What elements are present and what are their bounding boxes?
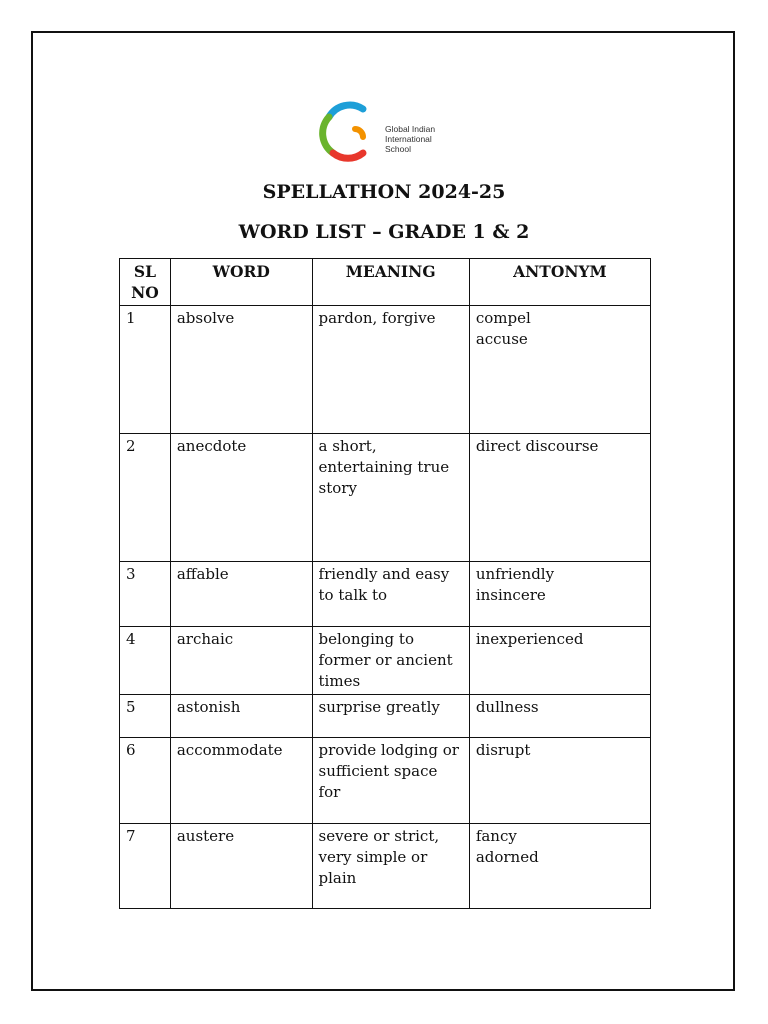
antonym-cell [469, 824, 650, 909]
school-logo-mark-icon [319, 95, 379, 165]
table-row [120, 306, 651, 434]
meaning-cell: pardon, forgive [312, 306, 469, 434]
word-cell: anecdote [170, 434, 312, 562]
sl-no-cell: 7 [120, 824, 171, 909]
table-row [120, 695, 651, 738]
antonym-cell [469, 434, 650, 562]
meaning-cell: provide lodging or sufficient space for [312, 738, 469, 824]
word-cell: absolve [170, 306, 312, 434]
table-row [120, 434, 651, 562]
antonym-cell [469, 306, 650, 434]
word-cell: austere [170, 824, 312, 909]
sl-no-cell: 6 [120, 738, 171, 824]
page-title: SPELLATHON 2024-25 [262, 181, 506, 203]
sl-no-cell: 5 [120, 695, 171, 738]
word-cell: astonish [170, 695, 312, 738]
sl-no-cell: 3 [120, 562, 171, 627]
school-logo [319, 95, 459, 165]
word-cell: affable [170, 562, 312, 627]
antonym: dullness [475, 698, 539, 716]
antonym: compel [475, 309, 531, 327]
antonym-cell [469, 738, 650, 824]
antonym-cell [469, 695, 650, 738]
antonym: disrupt [475, 741, 531, 759]
antonym: unfriendly [475, 565, 555, 583]
antonym: insincere [475, 586, 546, 604]
meaning-cell: severe or strict, very simple or plain [312, 824, 469, 909]
meaning-cell: friendly and easy to talk to [312, 562, 469, 627]
header-word: WORD [170, 259, 312, 306]
antonym: fancy [475, 827, 517, 845]
table-row [120, 627, 651, 695]
header-sl-no: SL NO [120, 259, 171, 306]
meaning-cell: belonging to former or ancient times [312, 627, 469, 695]
meaning-cell: surprise greatly [312, 695, 469, 738]
antonym: accuse [475, 330, 528, 348]
page-subtitle: WORD LIST – GRADE 1 & 2 [238, 221, 530, 243]
table-header-row [120, 259, 651, 306]
table-row [120, 824, 651, 909]
table-row [120, 562, 651, 627]
antonym-cell [469, 562, 650, 627]
word-cell: archaic [170, 627, 312, 695]
school-name: Global Indian International School [385, 124, 436, 154]
meaning-cell: a short, entertaining true story [312, 434, 469, 562]
antonym: inexperienced [475, 630, 584, 648]
sl-no-cell: 4 [120, 627, 171, 695]
antonym-cell [469, 627, 650, 695]
sl-no-cell: 1 [120, 306, 171, 434]
header-antonym: ANTONYM [469, 259, 650, 306]
antonym: direct discourse [475, 437, 599, 455]
word-cell: accommodate [170, 738, 312, 824]
sl-no-cell: 2 [120, 434, 171, 562]
word-list-table [119, 258, 651, 909]
antonym: adorned [475, 848, 539, 866]
table-row [120, 738, 651, 824]
header-meaning: MEANING [312, 259, 469, 306]
